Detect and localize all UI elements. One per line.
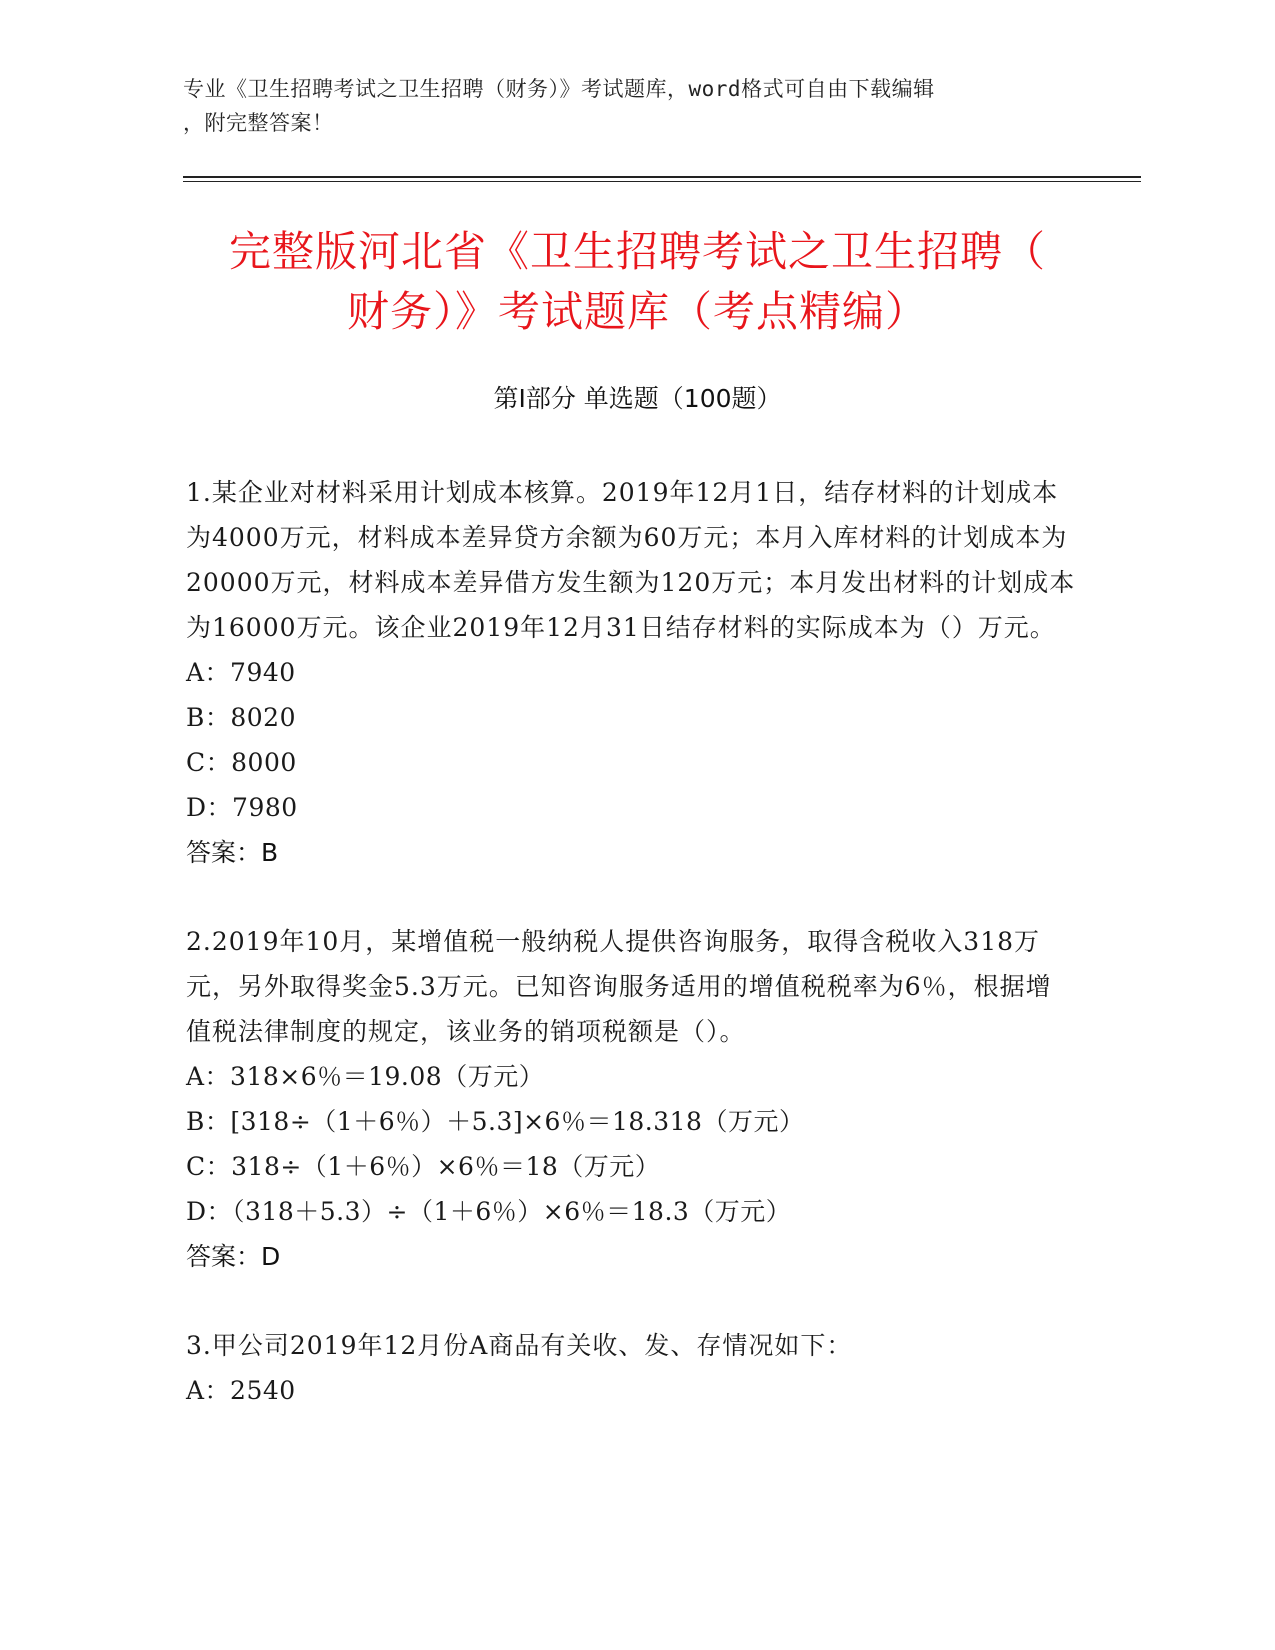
option-d: D：（318＋5.3）÷（1＋6％）×6％＝18.3（万元） [186,1197,792,1226]
question-3 [186,1323,1076,1413]
question-text: 2.2019年10月，某增值税一般纳税人提供咨询服务，取得含税收入318万元，另外取得奖金5.3万元。已知咨询服务适用的增值税税率为6％，根据增值税法律制度的规定，该业务的销项税额是（）。 [186,927,1052,1046]
question-2 [186,919,1076,1279]
option-a: A：318×6％＝19.08（万元） [186,1062,545,1091]
question-text: 3.甲公司2019年12月份A商品有关收、发、存情况如下： [186,1331,853,1360]
option-c: C：8000 [186,748,297,777]
header-note [183,72,1063,140]
option-a: A：2540 [186,1376,296,1405]
document-title [160,222,1115,342]
header-rule-thin [183,181,1141,182]
option-d: D：7980 [186,793,298,822]
header-note-line-2: ，附完整答案！ [183,111,334,135]
question-list [186,470,1076,1457]
answer: 答案：B [186,838,279,867]
header-note-line-1: 专业《卫生招聘考试之卫生招聘（财务）》考试题库，word格式可自由下载编辑 [183,77,935,101]
section-title: 第Ⅰ部分 单选题（100题） [493,384,782,413]
header-rule-thick [183,176,1141,178]
answer: 答案：D [186,1242,281,1271]
option-a: A：7940 [186,658,296,687]
question-1 [186,470,1076,875]
document-title-line-2: 财务）》考试题库（考点精编） [346,287,928,336]
option-c: C：318÷（1＋6％）×6％＝18（万元） [186,1152,661,1181]
option-b: B：8020 [186,703,296,732]
document-title-line-1: 完整版河北省《卫生招聘考试之卫生招聘（ [228,227,1046,276]
question-text: 1.某企业对材料采用计划成本核算。2019年12月1日，结存材料的计划成本为4000万元，材料成本差异贷方余额为60万元；本月入库材料的计划成本为20000万元，材料成本差异借方发生额为120万元；本月发出材料的计划成本为16000万元。该企业2019年12月31日结存材料的实际成本为（）万元。 [186,478,1076,642]
option-b: B：[318÷（1＋6％）＋5.3]×6％＝18.318（万元） [186,1107,805,1136]
